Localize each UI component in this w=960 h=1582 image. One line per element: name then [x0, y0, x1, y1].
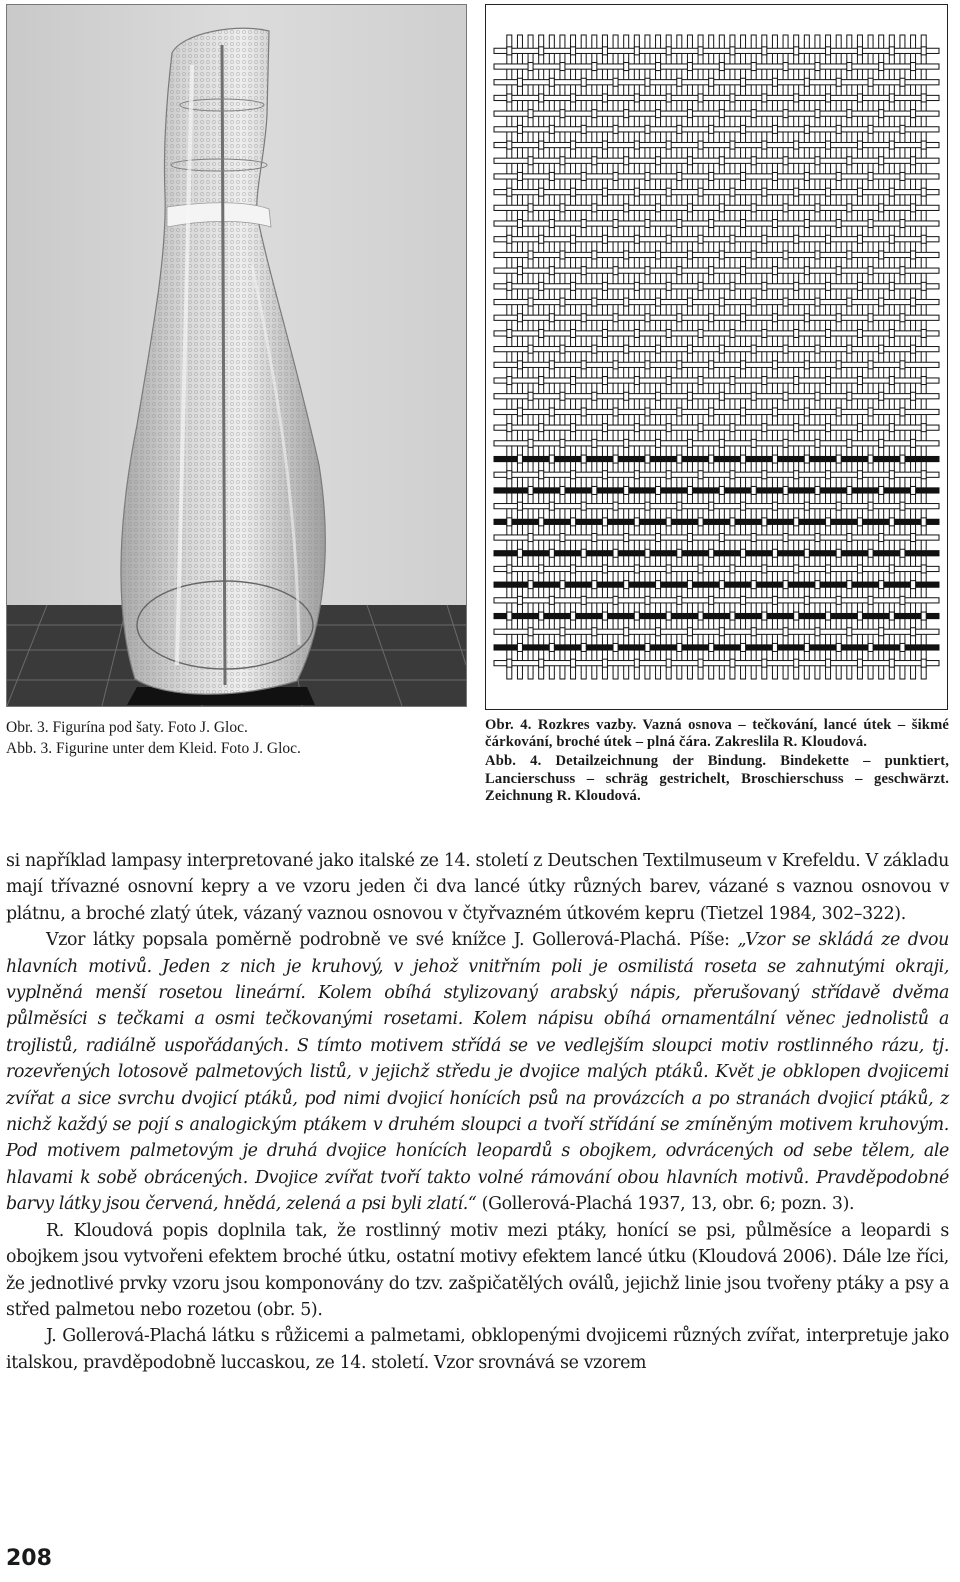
paragraph-2-quote: „Vzor se skládá ze dvou hlavních motivů. Jeden z nich je kruhový, v jehož vnitřním poli je osmilistá roseta se zahnutými okraji, vyplněná menší rosetou lineární. Kolem obíhá stylizovaný arabský nápis, přerušovaný střídavě dvěma půlměsíci s tečkami a osmi tečkovanými rosetami. Kolem nápisu obíhá ornamentální věnec jednolistů a trojlistů, radiálně uspořádaných. S tímto motivem střídá se ve vedlejším sloupci motiv rostlinného rázu, tj. rozevřených lotosově palmetových listů, v jejichž středu je dvojice malých ptáků. Květ je obklopen dvojicemi zvířat a sice svrchu dvojicí ptáků, pod nimi dvojicí honících psů na provázcích a po stranách dvojicí ptáků, z nichž každý se pojí s analogickým ptákem v druhém sloupci a tvoří střídání se zmíněným motivem kruhovým. Pod motivem palmetovým je druhá dvojice honících leopardů s obojkem, odvrácených od sebe tělem, ale hlavami k sobě obrácených. Dvojice zvířat tvoří takto volné rámování obou hlavních motivů. Pravděpodobné barvy látky jsou červená, hnědá, zelená a psi byli zlatí.“ [6, 930, 949, 1215]
paragraph-2 [6, 927, 949, 1217]
body-text [6, 848, 949, 1376]
paragraph-2-lead: Vzor látky popsala poměrně podrobně ve své knížce J. Gollerová-Plachá. Píše: [46, 930, 738, 951]
paragraph-1: si například lampasy interpretované jako italské ze 14. století z Deutschen Textilmuseum v Krefeldu. V základu mají třívazné osnovní kepry a ve vzoru jeden či dva lancé útky různých barev, vázané s vaznou osnovou v plátnu, a broché zlatý útek, vázaný vaznou osnovou v čtyřvazném útkovém kepru (Tietzel 1984, 302–322). [6, 851, 949, 924]
figure-4-weave-drawing [485, 4, 948, 710]
paragraph-2-tail: (Gollerová-Plachá 1937, 13, obr. 6; pozn. 3). [476, 1194, 855, 1215]
caption-fig3-cz: Obr. 3. Figurína pod šaty. Foto J. Gloc. [6, 719, 248, 736]
page-number: 208 [6, 1546, 52, 1571]
caption-fig3-de: Abb. 3. Figurine unter dem Kleid. Foto J. Gloc. [6, 740, 301, 757]
caption-fig4-cz: Obr. 4. Rozkres vazby. Vazná osnova – tečkování, lancé útek – šikmé čárkování, broché útek – plná čára. Zakreslila R. Kloudová. [485, 717, 949, 751]
figure-4-caption [485, 717, 949, 807]
paragraph-4: J. Gollerová-Plachá látku s růžicemi a palmetami, obklopenými dvojicemi různých zvířat, interpretuje jako italskou, pravděpodobně luccaskou, ze 14. století. Vzor srovnává se vzorem [6, 1326, 949, 1373]
paragraph-3: R. Kloudová popis doplnila tak, že rostlinný motiv mezi ptáky, honící se psi, půlměsíce a leopardi s obojkem jsou vytvořeni efektem broché útku, ostatní motivy efektem lancé útku (Kloudová 2006). Dále lze říci, že jednotlivé prvky vzoru jsou komponovány do tzv. zašpičatělých oválů, jejichž linie jsou tvořeny ptáky a psy a střed palmetou nebo rozetou (obr. 5). [6, 1220, 949, 1320]
caption-fig4-de: Abb. 4. Detailzeichnung der Bindung. Bindekette – punktiert, Lancierschuss – schräg gestrichelt, Broschierschuss – geschwärzt. Zeichnung R. Kloudová. [485, 753, 949, 804]
figure-3-photo [6, 4, 467, 707]
figure-3-caption [6, 717, 446, 759]
